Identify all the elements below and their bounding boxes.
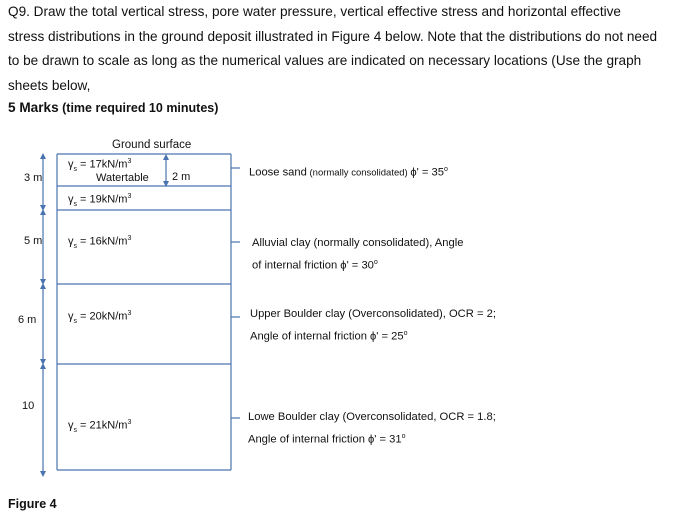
gamma-layer-2: $\gamma_s = 16kN/m^3$: [68, 235, 132, 250]
layer-4-description: Lowe Boulder clay (Overconsolidated, OCR = 1.8; Angle of internal friction $\phi' = 31^o$: [248, 411, 496, 446]
marks-value: 5 Marks: [8, 100, 59, 115]
watertable-label: Watertable: [96, 172, 149, 184]
gamma-layer-1: $\gamma_s = 17kN/m^3$: [68, 158, 132, 173]
layer-1-description: Loose sand (normally consolidated) $\phi' = 35^o$: [249, 166, 448, 179]
layer-3-description: Upper Boulder clay (Overconsolidated), OCR = 2; Angle of internal friction $\phi' = 25^o$: [250, 308, 496, 343]
question-line-3: to be drawn to scale as long as the numerical values are indicated on necessary locations (Use the graph: [8, 53, 642, 68]
gamma-layer-1b: $\gamma_s = 19kN/m^3$: [68, 193, 132, 208]
question-line-1: Q9. Draw the total vertical stress, pore water pressure, vertical effective stress and horizontal effective: [8, 4, 621, 19]
layer-2-description: Alluvial clay (normally consolidated), Angle of internal friction $\phi' = 30^o$: [252, 237, 464, 272]
figure-caption: Figure 4: [8, 497, 57, 511]
depth-label-6m: 6 m: [18, 314, 37, 326]
depth-label-5m: 5 m: [24, 235, 43, 247]
gamma-layer-4: $\gamma_s = 21kN/m^3$: [68, 419, 132, 434]
depth-label-3m: 3 m: [24, 172, 43, 184]
question-line-2: stress distributions in the ground deposit illustrated in Figure 4 below. Note that the distributions do not need: [8, 28, 658, 44]
gamma-layer-3: $\gamma_s = 20kN/m^3$: [68, 310, 132, 325]
watertable-depth-label: 2 m: [172, 171, 191, 183]
marks-time: (time required 10 minutes): [58, 101, 219, 115]
question-line-4: sheets below,: [8, 77, 91, 93]
depth-label-10m: 10: [22, 400, 35, 412]
ground-surface-label: Ground surface: [112, 139, 192, 151]
